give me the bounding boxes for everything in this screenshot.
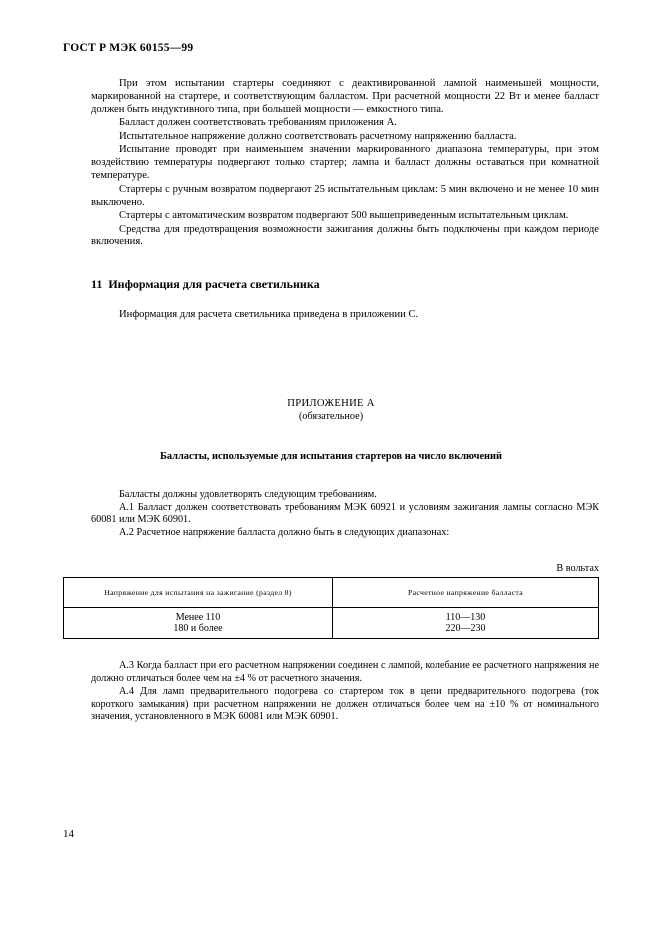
annex-paragraph: А.2 Расчетное напряжение балласта должно быть в следующих диапазонах: bbox=[119, 526, 450, 538]
intro-paragraph: Стартеры с автоматическим возвратом подвергают 500 вышеприведенным испытательным циклам. bbox=[119, 210, 569, 222]
intro-paragraph: Балласт должен соответствовать требованиям приложения А. bbox=[119, 117, 397, 129]
section-title: Информация для расчета светильника bbox=[108, 277, 320, 291]
annex-title: ПРИЛОЖЕНИЕ А bbox=[287, 398, 375, 409]
cell-line: Менее 110 bbox=[175, 611, 221, 623]
table-header-row bbox=[64, 578, 599, 608]
intro-paragraph: При этом испытании стартеры соединяют с деактивированной лампой наименьшей мощности, маркированной на стартере, и соответствующим балластом. При расчетной мощности 22 Вт и менее балласт должен быть индуктивного типа, при большей мощности — емкостного типа. bbox=[91, 78, 599, 115]
annex-paragraph: А.4 Для ламп предварительного подогрева со стартером ток в цепи предварительного подогрева (ток короткого замыкания) при расчетном напряжении не должен отличаться более чем на ±10 % от номинального значения, установленного в МЭК 60081 или МЭК 60901. bbox=[91, 686, 599, 723]
annex-text-block-after bbox=[91, 660, 599, 724]
ballast-voltage-table bbox=[63, 577, 599, 639]
intro-paragraph: Испытание проводят при наименьшем значении маркированного диапазона температуры, при этом воздействию температуры подвергают только стартер; лампа и балласт должны оставаться при комнатной температуре. bbox=[91, 144, 599, 182]
table-header-cell: Напряжение для испытания на зажигание (раздел 8) bbox=[64, 578, 333, 608]
page-number: 14 bbox=[63, 828, 74, 840]
table-cell bbox=[64, 608, 333, 639]
annex-paragraph: Балласты должны удовлетворять следующим требованиям. bbox=[119, 489, 377, 500]
cell-line: 110—130 bbox=[445, 611, 486, 623]
section-number: 11 bbox=[91, 277, 103, 291]
table-header-cell: Расчетное напряжение балласта bbox=[333, 578, 599, 608]
table-cell bbox=[333, 608, 599, 639]
intro-paragraph: Стартеры с ручным возвратом подвергают 25 испытательным циклам: 5 мин включено и не менее 10 мин выключено. bbox=[91, 183, 599, 208]
cell-line: 180 и более bbox=[173, 623, 223, 634]
document-header: ГОСТ Р МЭК 60155—99 bbox=[63, 42, 194, 54]
annex-status: (обязательное) bbox=[298, 411, 364, 422]
section-heading bbox=[91, 277, 320, 292]
table-row bbox=[64, 608, 599, 639]
annex-paragraph: А.1 Балласт должен соответствовать требованиям МЭК 60921 и условиям зажигания лампы согласно МЭК 60081 или МЭК 60901. bbox=[91, 501, 599, 526]
section-text: Информация для расчета светильника приведена в приложении С. bbox=[119, 309, 419, 320]
annex-paragraph: А.3 Когда балласт при его расчетном напряжении соединен с лампой, колебание ее расчетного напряжения не должно отличаться более чем на ±4 % от расчетного значения. bbox=[91, 660, 599, 684]
table-units-label: В вольтах bbox=[556, 563, 599, 574]
annex-text-block bbox=[91, 489, 599, 539]
intro-text-block bbox=[91, 78, 599, 249]
cell-line: 220—230 bbox=[445, 623, 486, 634]
annex-heading: Балласты, используемые для испытания стартеров на число включений bbox=[159, 451, 503, 462]
intro-paragraph: Испытательное напряжение должно соответствовать расчетному напряжению балласта. bbox=[119, 130, 517, 142]
intro-paragraph: Средства для предотвращения возможности зажигания должны быть подключены при каждом периоде включения. bbox=[91, 223, 599, 248]
